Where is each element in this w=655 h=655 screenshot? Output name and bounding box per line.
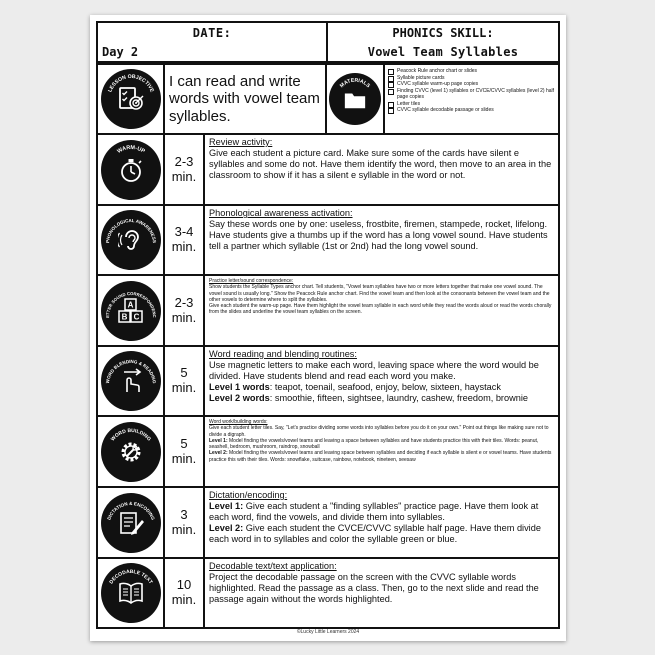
level-1-text: Give each student a "finding syllables" practice page. Have them look at each word, find the vowels, and divide them into syllables. bbox=[209, 501, 539, 523]
phonological-body-1: Say these words one by one: useless, frostbite, firemen, stampede, rocket, lifelong. bbox=[209, 219, 548, 230]
notepad-pencil-icon bbox=[118, 510, 144, 536]
tap-arrow-icon bbox=[118, 368, 144, 394]
level-2-label: Level 2 words bbox=[209, 393, 270, 404]
letter-sound-body-1: Show students the Syllable Types anchor chart. Tell students, "Vowel team syllables have two or more letters together that make one vowel sound. The vowel sound is usually long." Show the Peacock Rule anchor chart. Find the vowel team and then look at the consonants between the vowel team and the other vowels to determine where to split the syllables. bbox=[209, 284, 550, 303]
copyright-footer: ©Lucky Little Learners 2024 bbox=[296, 629, 360, 635]
objective-badge bbox=[101, 69, 161, 129]
svg-text:WARM-UP bbox=[116, 144, 146, 154]
level-1-label: Level 1: bbox=[209, 501, 244, 512]
dictation-badge bbox=[101, 493, 161, 553]
objective-text: I can read and write words with vowel team syllables. bbox=[165, 65, 327, 133]
phonological-title: Phonological awareness activation: bbox=[209, 208, 353, 218]
decodable-badge bbox=[101, 563, 161, 623]
objective-badge-cell bbox=[98, 65, 165, 133]
skill-cell bbox=[328, 23, 558, 61]
svg-text:C: C bbox=[133, 312, 139, 321]
phonological-badge-label: PHONOLOGICAL AWARENESS bbox=[104, 217, 157, 244]
warm-up-time: 2-3 bbox=[174, 153, 194, 169]
objective-row bbox=[98, 63, 558, 133]
objective-badge-label: LESSON OBJECTIVE bbox=[106, 73, 155, 94]
skill-label: PHONICS SKILL: bbox=[392, 26, 494, 40]
materials-item: CVVC syllable warm-up page copies bbox=[388, 81, 555, 88]
lesson-grid bbox=[96, 63, 560, 629]
letter-sound-time: 2-3 bbox=[174, 294, 194, 310]
word-blending-badge bbox=[101, 351, 161, 411]
materials-badge-cell bbox=[327, 65, 385, 133]
decodable-title: Decodable text/text application: bbox=[209, 561, 337, 571]
word-building-badge bbox=[101, 422, 161, 482]
dictation-unit: min. bbox=[171, 521, 197, 537]
letter-sound-title: Practice letter/sound correspondence: bbox=[209, 278, 294, 284]
warm-up-row bbox=[98, 133, 558, 204]
word-building-body: Give each student letter tiles. Say, "Let's practice dividing some words into syllables before you do it on your own." Point out things like making sure not to divide a digraph. bbox=[209, 425, 549, 438]
phonological-unit: min. bbox=[171, 239, 197, 254]
word-blending-body: Use magnetic letters to make each word, leaving space where the word would be divided. Have students blend and read each word you make. bbox=[209, 360, 539, 382]
dictation-time: 3 bbox=[180, 506, 188, 522]
word-building-time: 5 bbox=[180, 435, 188, 451]
warm-up-title: Review activity: bbox=[209, 137, 273, 147]
level-2-text: Model finding the vowels/vowel teams and leaving space between syllables and deciding if each syllable is silent e or vowel teams. Have students practice this with their tiles. Words: snowflake, suitcase, rainbow, notebook, nineteen, seesaw bbox=[209, 450, 552, 463]
decodable-badge-label: DECODABLE TEXT bbox=[108, 568, 153, 586]
word-blending-time: 5 bbox=[180, 365, 188, 381]
level-2-text: Give each student the CVCE/CVVC syllable half page. Have them divide each word in to syllables and color the syllable green or blue. bbox=[209, 523, 541, 545]
materials-badge-label: MATERIALS bbox=[338, 77, 372, 90]
level-1-text: Model finding the vowels/vowel teams and leaving a space between syllables and have students practice this with their tiles. Words: peanut, seashell, bedroom, mushroom, raindrop, snowball bbox=[209, 437, 539, 450]
date-cell bbox=[98, 23, 328, 61]
gear-wrench-icon bbox=[118, 439, 144, 465]
decodable-row bbox=[98, 557, 558, 627]
level-1-label: Level 1: bbox=[209, 437, 228, 444]
day-label: Day 2 bbox=[102, 45, 139, 59]
word-blending-row bbox=[98, 345, 558, 415]
materials-list bbox=[385, 65, 558, 133]
dictation-badge-label: DICTATION & ENCODING bbox=[105, 500, 156, 521]
warm-up-body: Give each student a picture card. Make sure some of the cards have silent e syllables and some do not. Have them identify the word, then move to an area in the classroom to show if it has a silent e syllable in the word or not. bbox=[209, 148, 552, 181]
level-1-label: Level 1 words bbox=[209, 382, 270, 393]
phonological-body-2: Have students give a thumbs up if the word has a long vowel sound. Have students tell a partner which syllable (1st or 2nd) had the long vowel sound. bbox=[209, 230, 548, 252]
date-label: DATE: bbox=[192, 26, 232, 40]
lesson-plan-page bbox=[90, 15, 566, 641]
materials-item: CVVC syllable decodable passage or slides bbox=[388, 107, 555, 114]
letter-sound-body-2: Give each student the warm-up page. Have them highlight the vowel team syllable in each word while they read the words aloud or read the words chorally from the slides and underline the vowel team syllables on the screen. bbox=[209, 303, 552, 316]
folder-icon bbox=[342, 88, 368, 112]
phonological-badge bbox=[101, 210, 161, 270]
letter-sound-badge-label: ETTER SOUND CORRESPONDENC bbox=[104, 290, 157, 318]
phonological-time: 3-4 bbox=[174, 224, 194, 240]
warm-up-badge-label: WARM-UP bbox=[115, 144, 146, 155]
stopwatch-icon bbox=[118, 157, 144, 183]
word-blending-title: Word reading and blending routines: bbox=[209, 349, 357, 359]
ear-icon bbox=[118, 227, 144, 253]
decodable-unit: min. bbox=[171, 592, 197, 607]
materials-badge bbox=[329, 73, 381, 125]
letter-sound-unit: min. bbox=[171, 309, 197, 325]
svg-text:A: A bbox=[127, 300, 133, 309]
word-building-unit: min. bbox=[171, 450, 197, 466]
decodable-time: 10 bbox=[176, 577, 192, 593]
letter-sound-badge bbox=[101, 281, 161, 341]
phonological-row bbox=[98, 204, 558, 274]
dictation-title: Dictation/encoding: bbox=[209, 490, 288, 500]
checklist-target-icon bbox=[118, 86, 144, 112]
materials-item: Finding CVVC (level 1) syllables or CVCE/CVVC syllables (level 2) half page copies bbox=[388, 88, 555, 101]
level-2-words: : smoothie, fifteen, sightsee, laundry, cashew, freedom, brownie bbox=[269, 393, 529, 404]
word-blending-badge-label: WORD BLENDING & READING bbox=[104, 358, 157, 384]
materials-item: Syllable picture cards bbox=[388, 75, 555, 82]
svg-text:B: B bbox=[121, 312, 127, 321]
materials-item: Letter tiles bbox=[388, 101, 555, 108]
open-book-icon bbox=[118, 580, 144, 606]
word-building-badge-label: WORD BUILDING bbox=[109, 427, 152, 442]
warm-up-badge bbox=[101, 140, 161, 200]
letter-sound-row bbox=[98, 274, 558, 345]
warm-up-unit: min. bbox=[171, 168, 197, 184]
abc-blocks-icon bbox=[118, 298, 144, 324]
skill-value: Vowel Team Syllables bbox=[367, 45, 519, 59]
dictation-row bbox=[98, 486, 558, 557]
word-building-row bbox=[98, 415, 558, 486]
level-1-words: : teapot, toenail, seafood, enjoy, below, sixteen, haystack bbox=[269, 382, 501, 393]
word-blending-unit: min. bbox=[171, 380, 197, 395]
decodable-body: Project the decodable passage on the screen with the CVVC syllable words highlighted. Read the passage as a class. Then, go to the next slide and read the passage again without the words highlighted. bbox=[209, 572, 539, 605]
header bbox=[96, 21, 560, 63]
materials-item: Peacock Rule anchor chart or slides bbox=[388, 68, 555, 75]
level-2-label: Level 2: bbox=[209, 523, 244, 534]
word-building-title: Word work/building words: bbox=[209, 419, 268, 425]
level-2-label: Level 2: bbox=[209, 450, 228, 457]
